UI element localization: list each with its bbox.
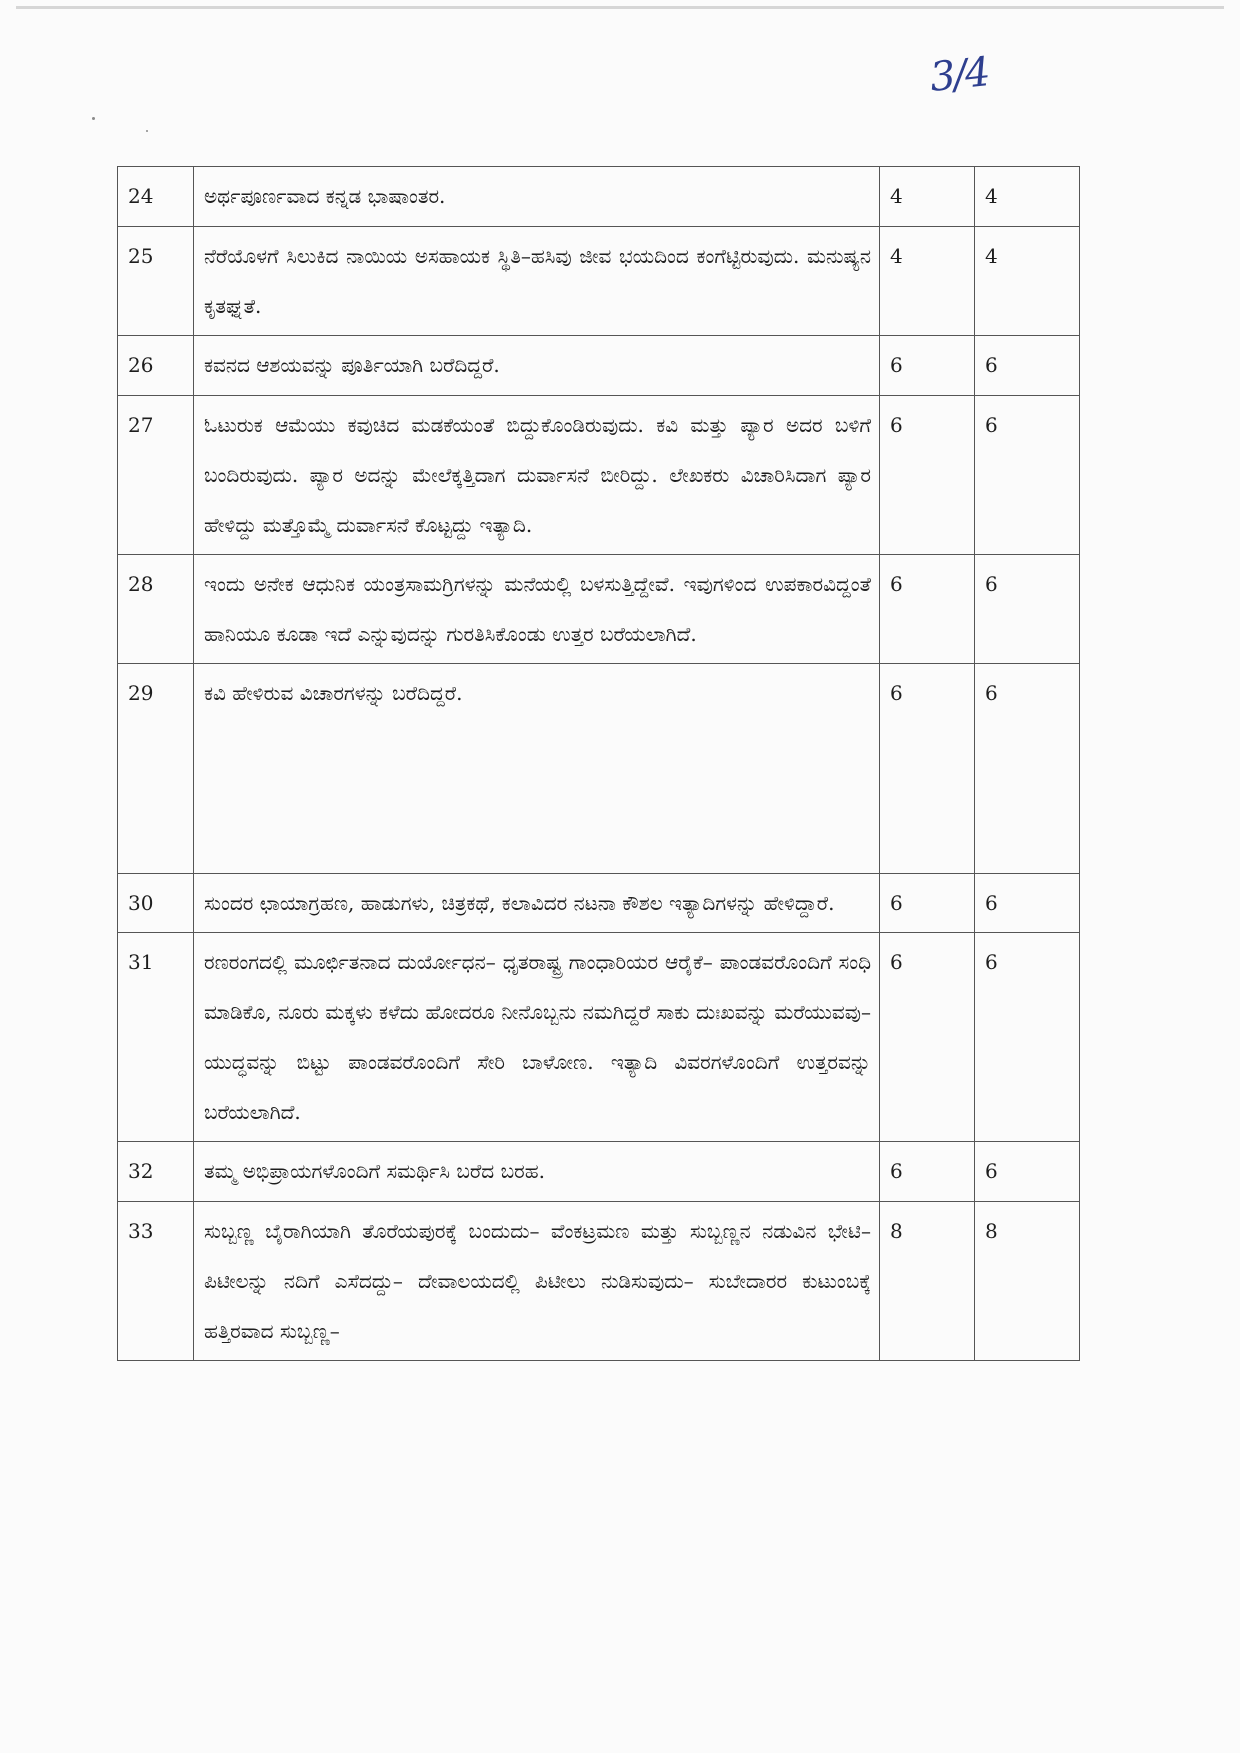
table-row (118, 555, 1080, 664)
answer-key-text: ಸುಬ್ಬಣ್ಣ ಬೈರಾಗಿಯಾಗಿ ತೊರೆಯಪುರಕ್ಕೆ ಬಂದುದು– ವೆಂಕಟ್ರಮಣ ಮತ್ತು ಸುಬ್ಬಣ್ಣನ ನಡುವಿನ ಭೇಟಿ– ಪಿಟೀಲನ್ನು ನದಿಗೆ ಎಸೆದದ್ದು– ದೇವಾಲಯದಲ್ಲಿ ಪಿಟೀಲು ನುಡಿಸುವುದು– ಸುಬೇದಾರರ ಕುಟುಂಬಕ್ಕೆ ಹತ್ತಿರವಾದ ಸುಬ್ಬಣ್ಣ– (194, 1202, 880, 1361)
table-row (118, 933, 1080, 1142)
table-row (118, 336, 1080, 396)
scan-speck (146, 130, 148, 132)
total-marks-cell: 4 (975, 167, 1080, 227)
question-number: 26 (118, 336, 194, 396)
answer-key-text: ಇಂದು ಅನೇಕ ಆಧುನಿಕ ಯಂತ್ರಸಾಮಗ್ರಿಗಳನ್ನು ಮನೆಯಲ್ಲಿ ಬಳಸುತ್ತಿದ್ದೇವೆ. ಇವುಗಳಿಂದ ಉಪಕಾರವಿದ್ದಂತೆ ಹಾನಿಯೂ ಕೂಡಾ ಇದೆ ಎನ್ನುವುದನ್ನು ಗುರತಿಸಿಕೊಂಡು ಉತ್ತರ ಬರೆಯಲಾಗಿದೆ. (194, 555, 880, 664)
table-row (118, 1142, 1080, 1202)
total-marks-cell: 6 (975, 555, 1080, 664)
scan-speck (92, 117, 95, 120)
marks-cell: 4 (880, 167, 975, 227)
scan-top-edge (16, 6, 1224, 9)
total-marks-cell: 6 (975, 933, 1080, 1142)
question-number: 31 (118, 933, 194, 1142)
total-marks-cell: 6 (975, 664, 1080, 874)
marks-cell: 6 (880, 336, 975, 396)
marks-cell: 6 (880, 664, 975, 874)
answer-key-text: ಕವನದ ಆಶಯವನ್ನು ಪೂರ್ತಿಯಾಗಿ ಬರೆದಿದ್ದರೆ. (194, 336, 880, 396)
total-marks-cell: 6 (975, 396, 1080, 555)
question-number: 25 (118, 227, 194, 336)
question-number: 33 (118, 1202, 194, 1361)
answer-key-text: ನೆರೆಯೊಳಗೆ ಸಿಲುಕಿದ ನಾಯಿಯ ಅಸಹಾಯಕ ಸ್ಥಿತಿ–ಹಸಿವು ಜೀವ ಭಯದಿಂದ ಕಂಗೆಟ್ಟಿರುವುದು. ಮನುಷ್ಯನ ಕೃತಘ್ನತೆ. (194, 227, 880, 336)
total-marks-cell: 6 (975, 1142, 1080, 1202)
marks-cell: 6 (880, 396, 975, 555)
table-row (118, 664, 1080, 874)
answer-key-text: ರಣರಂಗದಲ್ಲಿ ಮೂರ್ಛಿತನಾದ ದುರ್ಯೋಧನ– ಧೃತರಾಷ್ಟ್ರ ಗಾಂಧಾರಿಯರ ಆರೈಕೆ– ಪಾಂಡವರೊಂದಿಗೆ ಸಂಧಿ ಮಾಡಿಕೊ, ನೂರು ಮಕ್ಕಳು ಕಳೆದು ಹೋದರೂ ನೀನೊಬ್ಬನು ನಮಗಿದ್ದರೆ ಸಾಕು ದುಃಖವನ್ನು ಮರೆಯುವವು– ಯುದ್ಧವನ್ನು ಬಿಟ್ಟು ಪಾಂಡವರೊಂದಿಗೆ ಸೇರಿ ಬಾಳೋಣ. ಇತ್ಯಾದಿ ವಿವರಗಳೊಂದಿಗೆ ಉತ್ತರವನ್ನು ಬರೆಯಲಾಗಿದೆ. (194, 933, 880, 1142)
question-number: 28 (118, 555, 194, 664)
table-row (118, 396, 1080, 555)
question-number: 32 (118, 1142, 194, 1202)
marks-cell: 6 (880, 874, 975, 933)
table-row (118, 167, 1080, 227)
marks-cell: 8 (880, 1202, 975, 1361)
marking-scheme-table (117, 166, 1080, 1361)
answer-key-text: ಸುಂದರ ಛಾಯಾಗ್ರಹಣ, ಹಾಡುಗಳು, ಚಿತ್ರಕಥೆ, ಕಲಾವಿದರ ನಟನಾ ಕೌಶಲ ಇತ್ಯಾದಿಗಳನ್ನು ಹೇಳಿದ್ದಾರೆ. (194, 874, 880, 933)
question-number: 24 (118, 167, 194, 227)
table-row (118, 227, 1080, 336)
total-marks-cell: 8 (975, 1202, 1080, 1361)
marks-cell: 4 (880, 227, 975, 336)
total-marks-cell: 6 (975, 336, 1080, 396)
answer-key-text: ಓಟುರುಕ ಆಮೆಯು ಕವುಚಿದ ಮಡಕೆಯಂತೆ ಬಿದ್ದುಕೊಂಡಿರುವುದು. ಕವಿ ಮತ್ತು ಪ್ಯಾರ ಅದರ ಬಳಿಗೆ ಬಂದಿರುವುದು. ಪ್ಯಾರ ಅದನ್ನು ಮೇಲೆಕ್ಕತ್ತಿದಾಗ ದುರ್ವಾಸನೆ ಬೀರಿದ್ದು. ಲೇಖಕರು ವಿಚಾರಿಸಿದಾಗ ಪ್ಯಾರ ಹೇಳಿದ್ದು ಮತ್ತೊಮ್ಮೆ ದುರ್ವಾಸನೆ ಕೊಟ್ಟದ್ದು ಇತ್ಯಾದಿ. (194, 396, 880, 555)
question-number: 27 (118, 396, 194, 555)
answer-key-text: ತಮ್ಮ ಅಭಿಪ್ರಾಯಗಳೊಂದಿಗೆ ಸಮರ್ಥಿಸಿ ಬರೆದ ಬರಹ. (194, 1142, 880, 1202)
table-row (118, 874, 1080, 933)
total-marks-cell: 4 (975, 227, 1080, 336)
answer-key-text: ಅರ್ಥಪೂರ್ಣವಾದ ಕನ್ನಡ ಭಾಷಾಂತರ. (194, 167, 880, 227)
question-number: 30 (118, 874, 194, 933)
table-row (118, 1202, 1080, 1361)
marks-cell: 6 (880, 1142, 975, 1202)
answer-key-text: ಕವಿ ಹೇಳಿರುವ ವಿಚಾರಗಳನ್ನು ಬರೆದಿದ್ದರೆ. (194, 664, 880, 874)
question-number: 29 (118, 664, 194, 874)
total-marks-cell: 6 (975, 874, 1080, 933)
page-number-mark: 3/4 (927, 49, 991, 101)
marks-cell: 6 (880, 933, 975, 1142)
marks-cell: 6 (880, 555, 975, 664)
